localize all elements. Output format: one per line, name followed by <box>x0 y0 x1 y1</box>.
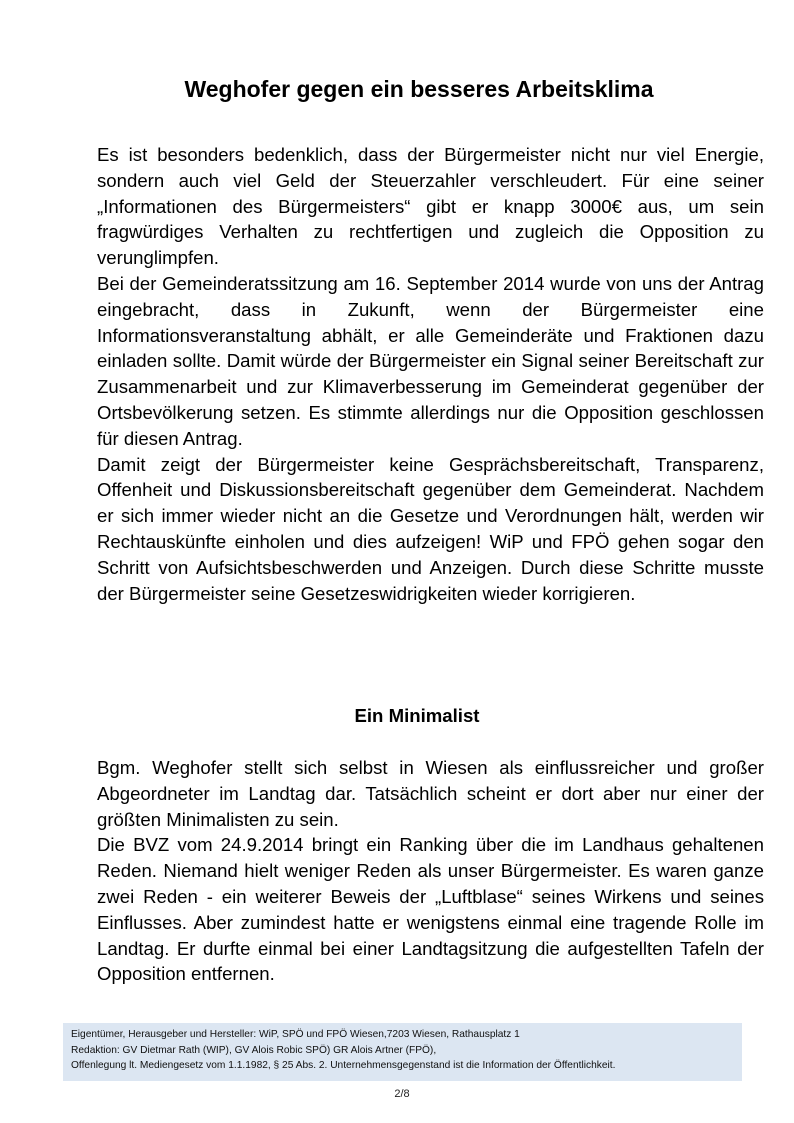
paragraph: Die BVZ vom 24.9.2014 bringt ein Ranking über die im Landhaus gehaltenen Reden. Niemand hielt weniger Reden als unser Bürgermeister. Es waren ganze zwei Reden - ein weiterer Beweis der „Luftblase“ seines Wirkens und seines Einflusses. Aber zumindest hatte er wenigstens einmal eine tragende Rolle im Landtag. Er durfte einmal bei einer Landtagsitzung die aufgestellten Tafeln der Opposition entfernen. <box>97 834 764 985</box>
page-title: Weghofer gegen ein besseres Arbeitsklima <box>184 76 654 102</box>
imprint-disclosure: Offenlegung lt. Mediengesetz vom 1.1.1982, § 25 Abs. 2. Unternehmensgegenstand ist die Information der Öffentlichkeit. <box>71 1060 616 1071</box>
article-body-2 <box>97 755 764 987</box>
paragraph: Bgm. Weghofer stellt sich selbst in Wiesen als einflussreicher und großer Abgeordneter im Landtag dar. Tatsächlich scheint er dort aber nur einer der größten Minimalisten zu sein. <box>97 757 764 830</box>
paragraph: Bei der Gemeinderatssitzung am 16. September 2014 wurde von uns der Antrag eingebracht, dass in Zukunft, wenn der Bürgermeister eine Informationsveranstaltung abhält, er alle Gemeinderäte und Fraktionen dazu einladen sollte. Damit würde der Bürgermeister ein Signal seiner Bereitschaft zur Zusammenarbeit und zur Klimaverbesserung im Gemeinderat gegenüber der Ortsbevölkerung setzen. Es stimmte allerdings nur die Opposition geschlossen für diesen Antrag. <box>97 272 764 449</box>
section-heading: Ein Minimalist <box>354 705 480 726</box>
imprint-box <box>63 1023 742 1081</box>
imprint-owner: Eigentümer, Herausgeber und Hersteller: WiP, SPÖ und FPÖ Wiesen,7203 Wiesen, Rathausplatz 1 <box>71 1029 520 1040</box>
imprint-editors: Redaktion: GV Dietmar Rath (WIP), GV Alois Robic SPÖ) GR Alois Artner (FPÖ), <box>71 1044 437 1056</box>
page-number: 2/8 <box>394 1088 410 1100</box>
paragraph: Damit zeigt der Bürgermeister keine Gesprächsbereitschaft, Transparenz, Offenheit und Diskussionsbereitschaft gegenüber dem Gemeinderat. Nachdem er sich immer wieder nicht an die Gesetze und Verordnungen hält, werden wir Rechtauskünfte einholen und dies aufzeigen! WiP und FPÖ gehen sogar den Schritt von Aufsichtsbeschwerden und Anzeigen. Durch diese Schritte musste der Bürgermeister seine Gesetzeswidrigkeiten wieder korrigieren. <box>97 453 764 604</box>
paragraph: Es ist besonders bedenklich, dass der Bürgermeister nicht nur viel Energie, sondern auch viel Geld der Steuerzahler verschleudert. Für eine seiner „Informationen des Bürgermeisters“ gibt er knapp 3000€ aus, um sein fragwürdiges Verhalten zu rechtfertigen und zugleich die Opposition zu verunglimpfen. <box>97 144 764 269</box>
article-body-1 <box>97 142 764 606</box>
